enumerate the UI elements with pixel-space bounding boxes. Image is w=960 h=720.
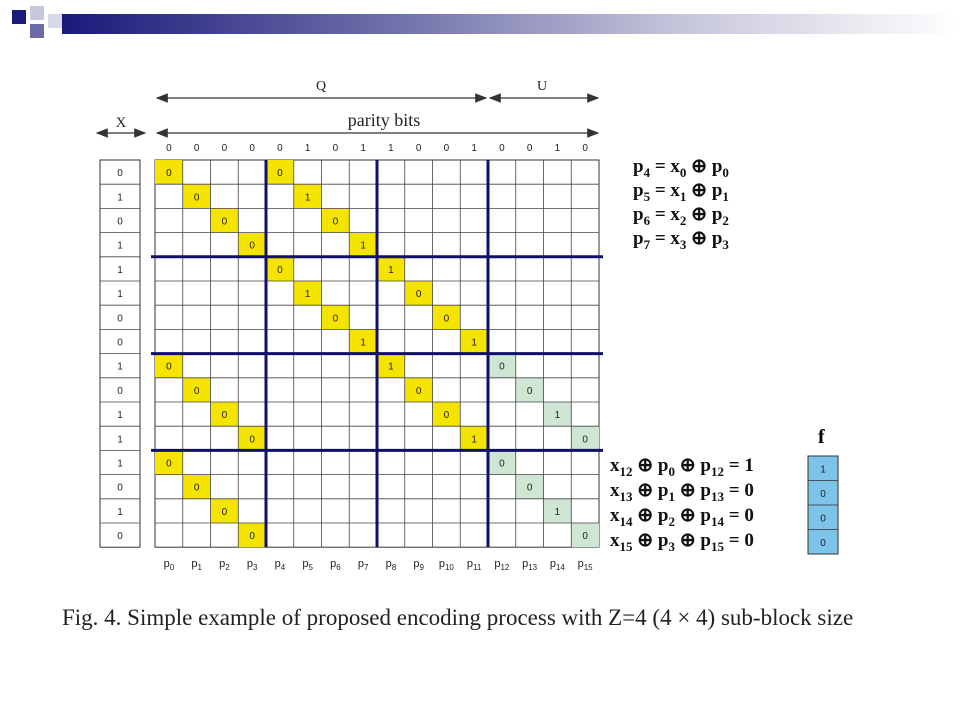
f-bit-value: 0	[820, 488, 826, 500]
column-label: $p_0$	[163, 558, 175, 573]
matrix-cell-value: 0	[166, 168, 172, 180]
matrix-cell-value: 1	[554, 506, 561, 518]
matrix-cell-value: 0	[415, 385, 422, 397]
matrix-cell-value: 1	[471, 434, 477, 446]
column-label: $p_1$	[191, 558, 202, 573]
x-bit-value: 1	[117, 240, 123, 252]
check-equation: $x_{12}$ ⊕ $p_0$ ⊕ $p_{12} = 1$	[610, 455, 754, 479]
column-label: $p_{10}$	[438, 558, 454, 573]
matrix-cell-value: 0	[166, 361, 172, 373]
matrix-cell-value: 0	[332, 216, 339, 228]
matrix-cell-value: 1	[554, 410, 561, 422]
matrix-cell-value: 0	[249, 240, 255, 252]
matrix-cell-value: 0	[582, 531, 588, 543]
parity-bit-value: 0	[277, 143, 283, 154]
x-bit-value: 0	[117, 313, 123, 325]
x-bit-value: 1	[117, 506, 123, 518]
matrix-cell-value: 0	[332, 313, 339, 325]
parity-bit-value: 0	[526, 143, 533, 154]
matrix-cell-value: 0	[193, 385, 200, 397]
parity-bit-value: 0	[415, 143, 422, 154]
x-bit-value: 0	[117, 531, 123, 543]
matrix-cell-value: 0	[166, 458, 172, 470]
f-bit-value: 0	[820, 513, 826, 525]
column-label: $p_9$	[413, 558, 424, 573]
check-equation: $x_{15}$ ⊕ $p_3$ ⊕ $p_{15} = 0$	[610, 530, 754, 554]
matrix-cell-value: 0	[582, 434, 588, 446]
parity-bit-value: 1	[554, 143, 561, 154]
matrix-cell-value: 0	[526, 482, 533, 494]
x-bit-value: 1	[117, 410, 123, 422]
x-bit-value: 0	[117, 482, 123, 494]
parity-bit-value: 1	[388, 143, 394, 154]
x-bit-value: 0	[117, 168, 123, 180]
column-label: $p_3$	[246, 558, 258, 573]
matrix-cell-value: 1	[360, 337, 366, 349]
parity-bit-value: 0	[166, 143, 172, 154]
parity-equation: $p_6 = x_2$ ⊕ $p_2$	[633, 204, 729, 228]
x-bit-value: 1	[117, 361, 123, 373]
matrix-cell-value: 1	[388, 264, 394, 276]
x-bit-value: 1	[117, 458, 123, 470]
matrix-cell-value: 0	[193, 482, 200, 494]
matrix-cell-value: 0	[526, 385, 533, 397]
column-label: $p_8$	[385, 558, 397, 573]
matrix-cell-value: 1	[471, 337, 477, 349]
parity-bit-value: 0	[193, 143, 200, 154]
column-label: $p_{11}$	[466, 558, 482, 573]
matrix-cell-value: 1	[304, 289, 311, 301]
matrix-cell-value: 0	[193, 192, 200, 204]
column-label: $p_6$	[330, 558, 341, 573]
parity-bit-value: 0	[499, 143, 505, 154]
matrix-cell-value: 1	[388, 361, 394, 373]
parity-bits-label: parity bits	[347, 110, 421, 130]
f-bit-value: 1	[820, 464, 826, 476]
column-label: $p_7$	[357, 558, 369, 573]
parity-bit-value: 1	[471, 143, 477, 154]
parity-equation: $p_7 = x_3$ ⊕ $p_3$	[633, 228, 729, 252]
f-bit-value: 0	[820, 537, 826, 549]
check-equation: $x_{14}$ ⊕ $p_2$ ⊕ $p_{14} = 0$	[610, 505, 754, 529]
x-bit-value: 1	[117, 264, 123, 276]
parity-bit-value: 1	[304, 143, 311, 154]
q-label: Q	[315, 79, 327, 94]
x-bit-value: 1	[117, 434, 123, 446]
matrix-cell-value: 0	[277, 168, 283, 180]
matrix-cell-value: 1	[360, 240, 366, 252]
matrix-cell-value: 0	[221, 506, 228, 518]
matrix-cell-value: 0	[443, 313, 450, 325]
parity-equation: $p_4 = x_0$ ⊕ $p_0$	[633, 156, 729, 180]
f-label: f	[818, 426, 825, 448]
parity-bit-value: 0	[221, 143, 228, 154]
matrix-cell-value: 0	[415, 289, 422, 301]
parity-equation: $p_5 = x_1$ ⊕ $p_1$	[633, 180, 729, 204]
matrix-cell-value: 0	[499, 458, 505, 470]
column-label: $p_{12}$	[494, 558, 510, 573]
matrix-cell-value: 0	[221, 216, 228, 228]
parity-bit-value: 0	[443, 143, 450, 154]
column-label: $p_2$	[219, 558, 230, 573]
parity-bit-value: 1	[360, 143, 366, 154]
x-bit-value: 0	[117, 385, 123, 397]
parity-bit-value: 0	[332, 143, 339, 154]
x-label: X	[115, 115, 127, 131]
figure-caption: Fig. 4. Simple example of proposed encoding process with Z=4 (4 × 4) sub-block size	[62, 605, 854, 630]
x-bit-value: 0	[117, 216, 123, 228]
matrix-cell-value: 0	[499, 361, 505, 373]
matrix-cell-value: 0	[277, 264, 283, 276]
matrix-cell-value: 0	[249, 531, 255, 543]
column-label: $p_5$	[302, 558, 313, 573]
parity-bit-value: 0	[582, 143, 588, 154]
check-equation: $x_{13}$ ⊕ $p_1$ ⊕ $p_{13} = 0$	[610, 480, 754, 504]
matrix-cell-value: 0	[221, 410, 228, 422]
u-label: U	[536, 79, 548, 94]
matrix-cell-value: 1	[304, 192, 311, 204]
column-label: $p_{15}$	[577, 558, 593, 573]
matrix-cell-value: 0	[249, 434, 255, 446]
x-bit-value: 0	[117, 337, 123, 349]
column-label: $p_{13}$	[522, 558, 538, 573]
x-bit-value: 1	[117, 289, 123, 301]
column-label: $p_{14}$	[549, 558, 565, 573]
x-bit-value: 1	[117, 192, 123, 204]
matrix-cell-value: 0	[443, 410, 450, 422]
column-label: $p_4$	[274, 558, 286, 573]
parity-bit-value: 0	[249, 143, 255, 154]
